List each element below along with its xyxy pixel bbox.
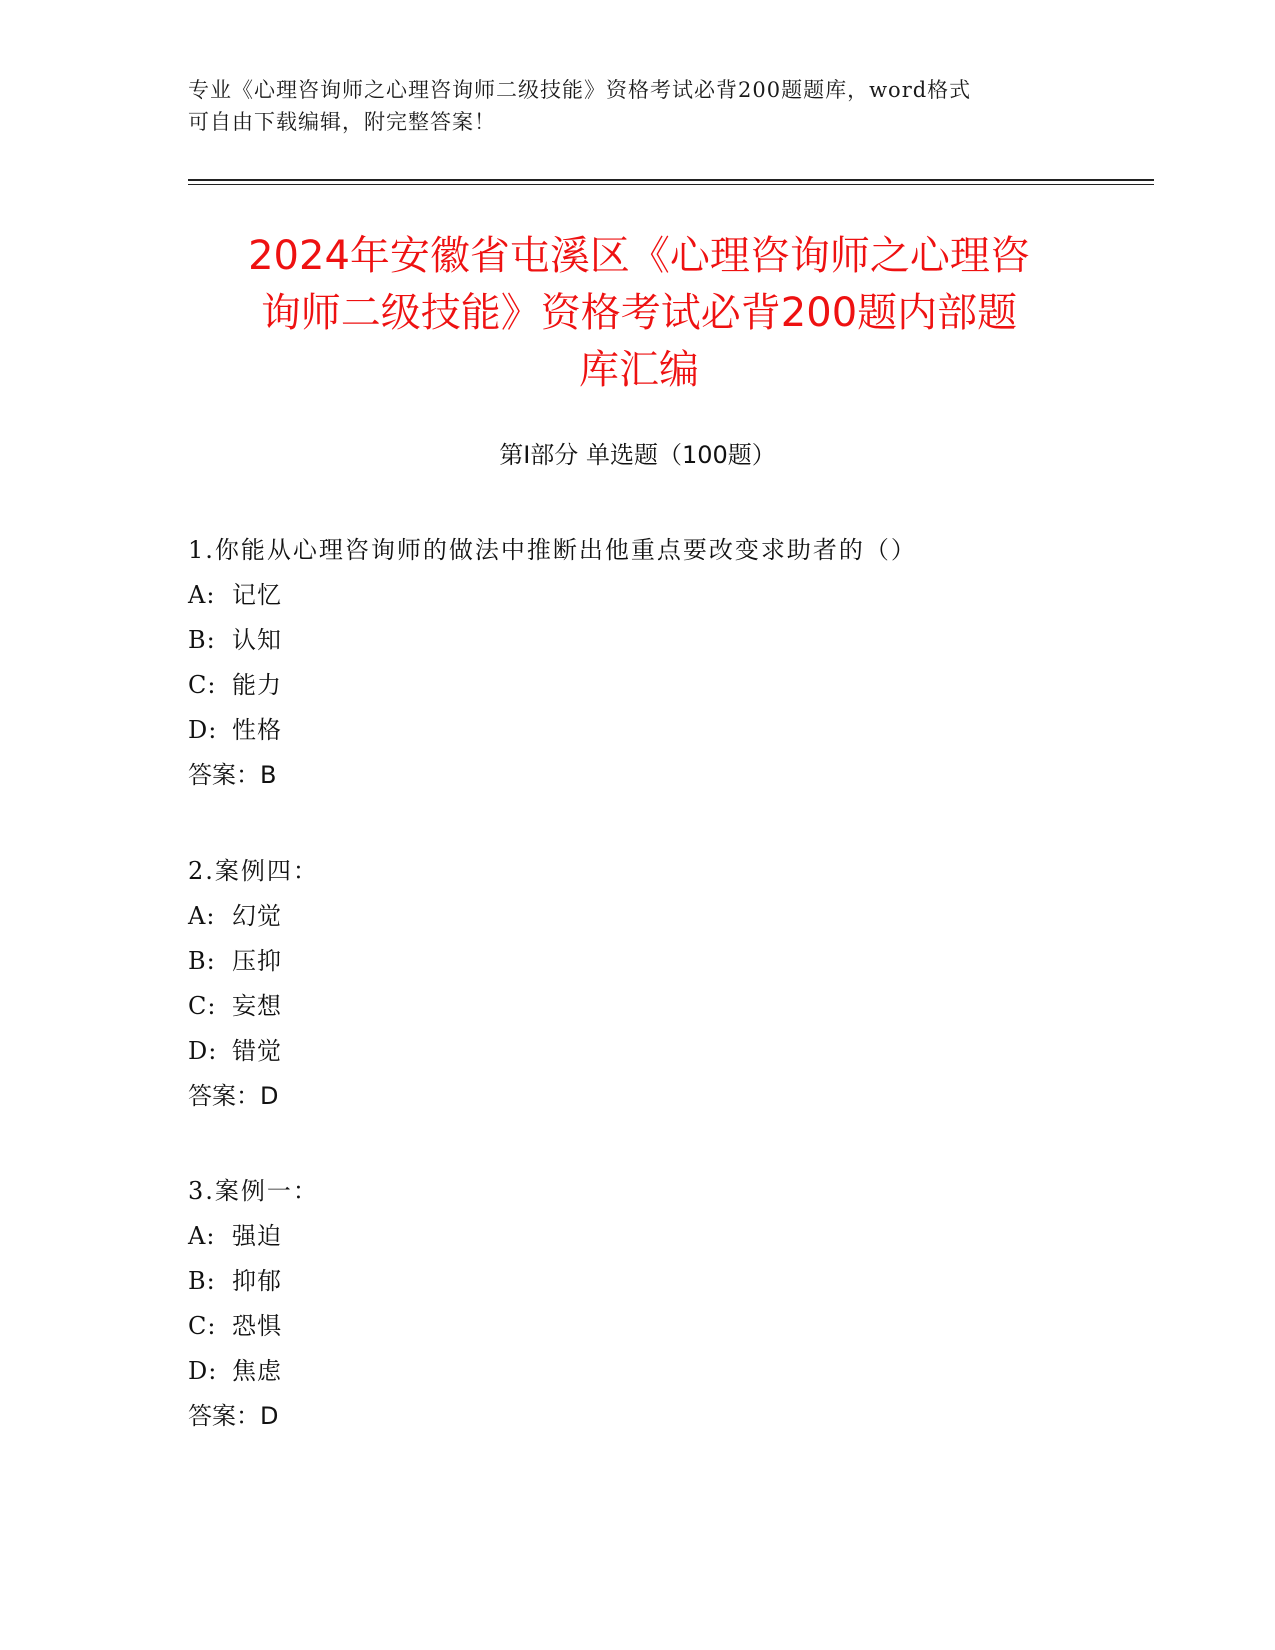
option-text: 压抑 bbox=[232, 947, 282, 975]
option-letter: C: bbox=[188, 1312, 217, 1340]
answer-line: 答案：B bbox=[188, 761, 277, 789]
document-title-line-2: 询师二级技能》资格考试必背200题内部题 bbox=[260, 290, 1018, 336]
option-text: 错觉 bbox=[232, 1037, 282, 1065]
option-letter: C: bbox=[188, 992, 217, 1020]
option-text: 恐惧 bbox=[232, 1312, 282, 1340]
option-letter: D: bbox=[188, 1037, 218, 1065]
option-text: 幻觉 bbox=[232, 902, 282, 930]
option-a bbox=[188, 894, 1148, 939]
answer-line: 答案：D bbox=[188, 1082, 279, 1110]
question-stem: 3.案例一： bbox=[188, 1177, 319, 1205]
header-rule-thick bbox=[188, 179, 1154, 181]
option-text: 焦虑 bbox=[232, 1357, 282, 1385]
option-text: 性格 bbox=[232, 716, 282, 744]
header-note bbox=[188, 74, 1068, 138]
header-note-line-1: 专业《心理咨询师之心理咨询师二级技能》资格考试必背200题题库，word格式 bbox=[188, 78, 972, 102]
answer-line: 答案：D bbox=[188, 1402, 279, 1430]
option-a bbox=[188, 1214, 1148, 1259]
option-letter: B: bbox=[188, 626, 216, 654]
option-letter: B: bbox=[188, 947, 216, 975]
option-letter: A: bbox=[188, 581, 216, 609]
option-letter: D: bbox=[188, 1357, 218, 1385]
option-text: 认知 bbox=[232, 626, 282, 654]
section-heading: 第Ⅰ部分 单选题（100题） bbox=[499, 441, 776, 469]
option-d bbox=[188, 1349, 1148, 1394]
option-letter: A: bbox=[188, 1222, 216, 1250]
option-letter: D: bbox=[188, 716, 218, 744]
question-2 bbox=[188, 849, 1148, 1119]
option-text: 妄想 bbox=[232, 992, 282, 1020]
option-text: 记忆 bbox=[232, 581, 282, 609]
option-d bbox=[188, 708, 1148, 753]
option-text: 强迫 bbox=[232, 1222, 282, 1250]
document-title-line-1: 2024年安徽省屯溪区《心理咨询师之心理咨 bbox=[248, 233, 1030, 279]
option-b bbox=[188, 939, 1148, 984]
question-stem: 2.案例四： bbox=[188, 857, 319, 885]
header-note-line-2: 可自由下载编辑，附完整答案！ bbox=[188, 110, 496, 134]
option-text: 能力 bbox=[232, 671, 282, 699]
question-1 bbox=[188, 528, 1148, 798]
option-letter: A: bbox=[188, 902, 216, 930]
question-3 bbox=[188, 1169, 1148, 1439]
document-title-line-3: 库汇编 bbox=[579, 347, 699, 393]
option-text: 抑郁 bbox=[232, 1267, 282, 1295]
header-rule-thin bbox=[188, 184, 1154, 185]
option-a bbox=[188, 573, 1148, 618]
option-d bbox=[188, 1029, 1148, 1074]
option-letter: B: bbox=[188, 1267, 216, 1295]
option-b bbox=[188, 618, 1148, 663]
document-title bbox=[180, 228, 1098, 399]
option-letter: C: bbox=[188, 671, 217, 699]
option-c bbox=[188, 1304, 1148, 1349]
option-b bbox=[188, 1259, 1148, 1304]
option-c bbox=[188, 984, 1148, 1029]
question-stem: 1.你能从心理咨询师的做法中推断出他重点要改变求助者的（） bbox=[188, 536, 917, 564]
option-c bbox=[188, 663, 1148, 708]
